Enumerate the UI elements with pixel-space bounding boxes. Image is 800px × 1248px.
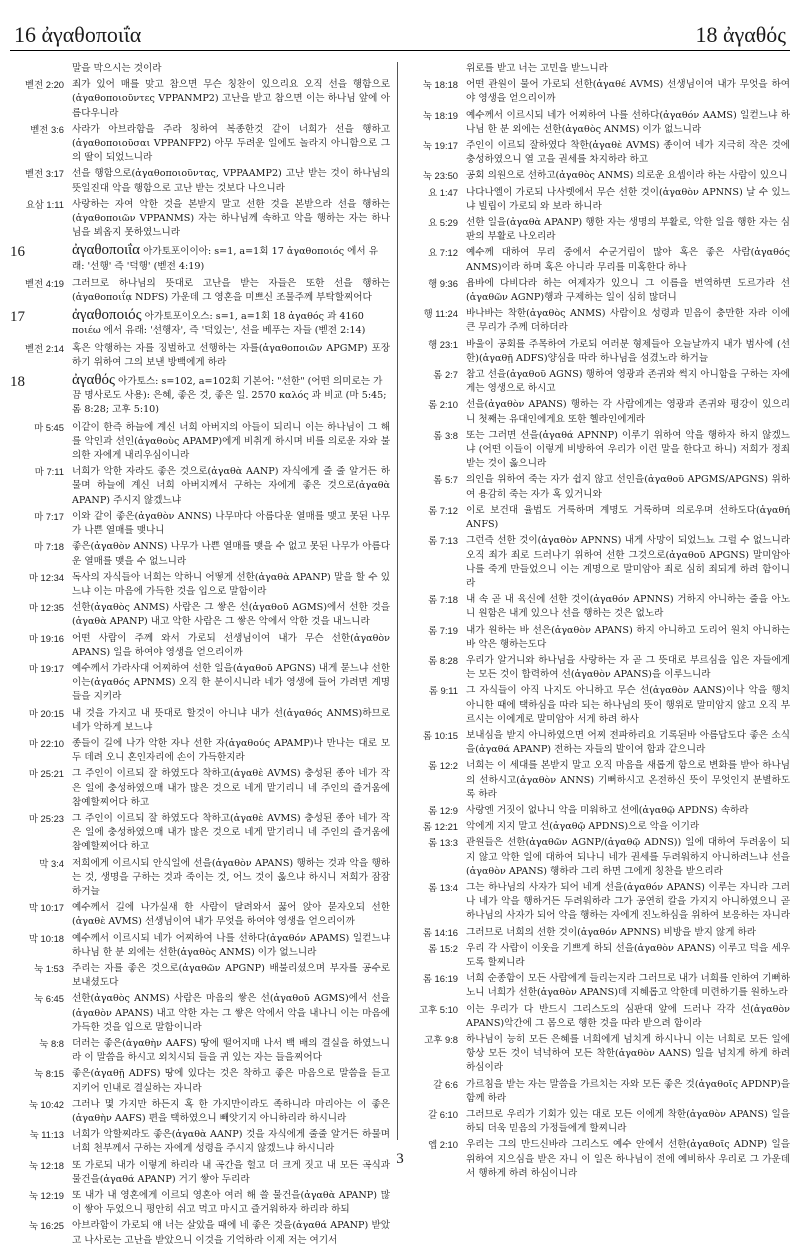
verse-reference: 마 25:21	[28, 768, 64, 780]
verse-entry	[404, 429, 790, 472]
verse-reference: 벧전 2:20	[25, 79, 64, 91]
verse-text: 참고 선을(ἀγαθοῦ AGNS) 행하여 영광과 존귀와 썩지 아니함을 구하는 자에게는 영생으로 하시고	[466, 369, 790, 395]
verse-text: 또 가로되 내가 이렇게 하리라 내 곡간을 헐고 더 크게 짓고 내 모든 곡식과 물건을(ἀγαθά APANP) 거기 쌓아 두리라	[72, 1159, 390, 1185]
verse-entry	[10, 1098, 390, 1126]
verse-reference: 갈 6:10	[428, 1109, 458, 1121]
verse-reference: 눅 18:18	[422, 79, 458, 91]
verse-text: 너희가 악할찌라도 좋은(ἀγαθὰ AANP) 것을 자식에게 줄줄 알거든 하물며 너희 천부께서 구하는 자에게 성령을 주시지 않겠느냐 하시니라	[72, 1129, 390, 1155]
verse-entry	[10, 510, 390, 538]
verse-text: 예수께 대하여 무리 중에서 수군거림이 많아 혹은 좋은 사람(ἀγαθός ANMS)이라 하며 혹은 아니라 무리를 미혹한다 하나	[466, 247, 790, 273]
verse-reference: 롬 10:15	[422, 729, 458, 741]
verse-reference: 마 19:16	[28, 632, 64, 644]
left-column	[10, 62, 390, 1246]
verse-entry	[10, 767, 390, 810]
verse-text: 우리 각 사람이 이웃을 기쁘게 하되 선을(ἀγαθὸν APANS) 이루고 덕을 세우도록 할찌니라	[466, 942, 790, 968]
verse-text: 가르침을 받는 자는 말씀을 가르치는 자와 모든 좋은 것(ἀγαθοῖς APDNP)을 함께 하라	[466, 1078, 790, 1104]
verse-reference: 벧전 3:17	[25, 168, 64, 180]
verse-reference: 마 5:45	[34, 421, 64, 433]
verse-entry	[10, 812, 390, 855]
verse-reference: 벧전 4:19	[25, 277, 64, 289]
verse-text: 혹은 악행하는 자를 징벌하고 선행하는 자를(ἀγαθοποιῶν APGMP) 포장하기 위하여 그의 보낸 방백에게 하라	[72, 342, 390, 368]
verse-reference: 눅 1:53	[34, 962, 64, 974]
verse-reference: 롬 16:19	[422, 973, 458, 985]
verse-reference	[10, 62, 72, 76]
verse-reference: 막 10:18	[28, 932, 64, 944]
verse-reference: 롬 7:18	[428, 594, 458, 606]
verse-reference: 요삼 1:11	[25, 198, 64, 210]
verse-text: 너희는 이 세대를 본받지 말고 오직 마음을 새롭게 함으로 변화를 받아 하나님의 선하시고(ἀγαθὸν ANNS) 기뻐하시고 온전하신 뜻이 무엇인지 분별하도록 하라	[466, 760, 790, 800]
verse-reference: 눅 19:17	[422, 140, 458, 152]
verse-entry	[404, 504, 790, 532]
verse-entry	[404, 473, 790, 501]
verse-text: 내 속 곧 내 육신에 선한 것이(ἀγαθόν APNNS) 거하지 아니하는 줄을 아노니 원함은 내게 있으나 선을 행하는 것은 없노라	[466, 594, 790, 620]
lemma-entry	[10, 243, 390, 273]
verse-entry	[10, 601, 390, 629]
verse-text: 선한 일을(ἀγαθὰ APANP) 행한 자는 생명의 부활로, 악한 일을 행한 자는 심판의 부활로 나오리라	[466, 217, 790, 243]
verse-reference: 행 23:1	[428, 338, 458, 350]
verse-entry	[404, 277, 790, 305]
verse-text: 우리는 그의 만드신바라 그리스도 예수 안에서 선한(ἀγαθοῖς ADNP) 일을 위하여 지으심을 받은 자니 이 일은 하나님이 전에 예비하사 우리로 그 가운데서 행하게 하려 하심이니라	[466, 1139, 790, 1179]
verse-text: 사랑엔 거짓이 없나니 악을 미워하고 선에(ἀγαθῷ APDNS) 속하라	[466, 804, 749, 816]
verse-text: 또는 그러면 선을(ἀγαθά APNNP) 이루기 위하여 악을 행하자 하지 않겠느냐 (어떤 이들이 이렇게 비방하여 우리가 이런 말을 한다고 하니) 저희가 정죄 받는 것이 옳으니라	[466, 429, 790, 470]
verse-text: 그러므로 너희의 선한 것이(ἀγαθόν APNNS) 비방을 받지 않게 하라	[466, 926, 757, 938]
verse-entry	[404, 972, 790, 1000]
verse-reference: 롬 2:7	[433, 369, 458, 381]
verse-reference: 눅 6:45	[34, 993, 64, 1005]
verse-entry	[10, 123, 390, 166]
verse-reference: 눅 23:50	[422, 170, 458, 182]
verse-text: 바울이 공회를 주목하여 가로되 여러분 형제들아 오늘날까지 내가 범사에 (선한)(ἀγαθῇ ADFS)양심을 따라 하나님을 섬겼노라 하거늘	[466, 338, 790, 364]
verse-entry	[404, 593, 790, 621]
verse-text: 더러는 좋은(ἀγαθὴν AAFS) 땅에 떨어지매 나서 백 배의 결실을 하였느니라 이 말씀을 하시고 외치시되 들을 귀 있는 자는 들을찌어다	[72, 1038, 390, 1064]
lemma-number: 18	[10, 374, 25, 391]
verse-reference: 막 3:4	[39, 857, 64, 869]
verse-reference: 마 7:11	[34, 466, 64, 478]
verse-text: 독사의 자식들아 너희는 악하니 어떻게 선한(ἀγαθὰ APANP) 말을 할 수 있느냐 이는 마음에 가득한 것을 입으로 말함이라	[72, 571, 390, 597]
verse-text: 그러므로 우리가 기회가 있는 대로 모든 이에게 착한(ἀγαθὸν APANS) 일을 하되 더욱 믿음의 가정들에게 할찌니라	[466, 1109, 790, 1135]
verse-reference: 롬 15:2	[428, 942, 458, 954]
verse-entry	[404, 246, 790, 274]
verse-entry	[404, 881, 790, 924]
verse-text: 하나님이 능히 모든 은혜를 너희에게 넘치게 하시나니 이는 너희로 모든 일에 항상 모든 것이 넉넉하여 모든 착한(ἀγαθὸν AANS) 일을 넘치게 하게 하려 하심이라	[466, 1034, 790, 1074]
verse-text: 좋은(ἀγαθῇ ADFS) 땅에 있다는 것은 착하고 좋은 마음으로 말씀을 듣고 지키어 인내로 결실하는 자니라	[72, 1068, 390, 1094]
verse-reference: 마 12:35	[28, 602, 64, 614]
verse-text: 이는 우리가 다 반드시 그리스도의 심판대 앞에 드러나 각각 선(ἀγαθὸν APANS)악간에 그 몸으로 행한 것을 따라 받으려 함이라	[466, 1003, 790, 1029]
verse-entry	[10, 62, 390, 76]
verse-text: 그러나 몇 가지만 하든지 혹 한 가지만이라도 족하니라 마리아는 이 좋은(ἀγαθὴν AAFS) 편을 택하였으니 빼앗기지 아니하리라 하시니라	[72, 1098, 390, 1125]
verse-reference: 요 7:12	[428, 247, 458, 259]
verse-reference: 롬 7:13	[428, 535, 458, 547]
verse-entry	[404, 729, 790, 757]
verse-reference: 요 5:29	[428, 217, 458, 229]
verse-text: 그런즉 선한 것이(ἀγαθὸν APNNS) 내게 사망이 되었느뇨 그럴 수 없느니라 오직 죄가 죄로 드러나기 위하여 선한 그것으로(ἀγαθοῦ APGNS) 말미암아 나를 죽게 만들었으니 이는 계명으로 말미암아 죄로 심히 죄되게 하려 함이니라	[466, 535, 790, 589]
verse-reference: 엡 2:10	[428, 1139, 458, 1151]
columns	[10, 62, 791, 1246]
verse-entry	[404, 804, 790, 818]
lemma-body	[72, 308, 390, 338]
verse-entry	[404, 684, 790, 727]
verse-entry	[404, 398, 790, 426]
verse-reference: 롬 12:21	[422, 821, 458, 833]
verse-entry	[404, 307, 790, 335]
verse-text: 선한(ἀγαθὸς ANMS) 사람은 마음의 쌓은 선(ἀγαθοῦ AGMS)에서 선을(ἀγαθὸν APANS) 내고 악한 자는 그 쌓은 악에서 악을 내나니 이는 마음에 가득한 것을 입으로 말함이니라	[72, 993, 390, 1033]
verse-text: 바나바는 착한(ἀγαθὸς ANMS) 사람이요 성령과 믿음이 충만한 자라 이에 큰 무리가 주께 더하더라	[466, 308, 790, 334]
verse-text: 예수께서 길에 나가실새 한 사람이 달려와서 꿇어 앉아 묻자오되 선한(ἀγαθὲ AVMS) 선생님이여 내가 무엇을 하여야 영생을 얻으리이까	[72, 902, 390, 928]
verse-text: 주인이 이르되 잘하였다 착한(ἀγαθὲ AVMS) 종이여 네가 지극히 작은 것에 충성하였으니 열 고을 권세를 차지하라 하고	[466, 140, 790, 166]
verse-entry	[404, 62, 790, 76]
verse-entry	[10, 198, 390, 241]
verse-reference: 눅 8:8	[39, 1038, 64, 1049]
verse-reference: 롬 2:10	[428, 399, 458, 411]
verse-text: 나다나엘이 가로되 나사렛에서 무슨 선한 것이(ἀγαθὸν APNNS) 날 수 있느냐 빌립이 가로되 와 보라 하니라	[466, 186, 790, 212]
lemma-body	[72, 373, 390, 418]
verse-text: 우리가 알거니와 하나님을 사랑하는 자 곧 그 뜻대로 부르심을 입은 자들에게는 모든 것이 합력하여 선(ἀγαθὸν APANS)을 이루느니라	[466, 654, 790, 681]
verse-reference: 벧전 2:14	[25, 342, 64, 354]
verse-text: 예수께서 이르시되 네가 어찌하여 나를 선하다(ἀγαθόν APAMS) 일컫느냐 하나님 한 분 외에는 선한(ἀγαθὸς ANMS) 이가 없느니라	[72, 932, 390, 958]
verse-text: 너희가 악한 자라도 좋은 것으로(ἀγαθὰ AANP) 자식에게 줄 줄 알거든 하물며 하늘에 계신 너희 아버지께서 구하는 자에게 좋은 것으로(ἀγαθὰ APANP) 주시지 않겠느냐	[72, 466, 390, 506]
verse-entry	[404, 820, 790, 834]
verse-reference: 롬 13:4	[428, 881, 458, 893]
lemma-word: ἀγαθοποιΐα	[72, 242, 141, 259]
verse-reference: 롬 9:11	[428, 685, 458, 697]
verse-entry	[10, 932, 390, 960]
verse-text: 예수께서 가라사대 어찌하여 선한 일을(ἀγαθοῦ APGNS) 내게 묻느냐 선한 이는(ἀγαθός APNMS) 오직 한 분이시니라 네가 영생에 들어 가려면 계명들을 지키라	[72, 662, 390, 703]
verse-text: 그 주인이 이르되 잘 하였도다 착하고(ἀγαθὲ AVMS) 충성된 종아 네가 작은 일에 충성하였으매 내가 많은 것으로 네게 맡기리니 네 주인의 즐거움에 참예할찌어다 하고	[72, 812, 390, 853]
verse-entry	[404, 216, 790, 244]
lemma-definition: 아가토포이이아: s=1, a=1회 17 ἀγαθοποιός 에서 유래: '선행' 즉 '덕행' (벧전 4:19)	[72, 246, 379, 272]
verse-entry	[10, 571, 390, 599]
verse-text: 사랑하는 자여 악한 것을 본받지 말고 선한 것을 본받으라 선을 행하는(ἀγαθοποιῶν VPPANMS) 자는 하나님께 속하고 악을 행하는 자는 하나님을 뵈옵지 못하였느니라	[72, 198, 390, 239]
verse-text: 예수께서 이르시되 네가 어찌하여 나를 선하다(ἀγαθόν AAMS) 일컫느냐 하나님 한 분 외에는 선한(ἀγαθὸς ANMS) 이가 없느니라	[466, 109, 790, 135]
verse-reference: 롬 7:12	[428, 504, 458, 516]
verse-text: 공회 의원으로 선하고(ἀγαθὸς ANMS) 의로운 요셉이라 하는 사람이 있으니	[466, 170, 788, 182]
lemma-number: 16	[10, 244, 25, 261]
header-right-lemma: 18 ἀγαθός	[695, 22, 786, 47]
verse-entry	[404, 942, 790, 970]
verse-text: 어떤 관원이 물어 가로되 선한(ἀγαθέ AVMS) 선생님이여 내가 무엇을 하여야 영생을 얻으리이까	[466, 79, 790, 105]
verse-text: 어떤 사람이 주께 와서 가로되 선생님이여 내가 무슨 선한(ἀγαθὸν APANS) 일을 하여야 영생을 얻으리이까	[72, 632, 390, 658]
verse-text: 좋은(ἀγαθὸν ANNS) 나무가 나쁜 열매를 맺을 수 없고 못된 나무가 아름다운 열매를 맺을 수 없느니라	[72, 541, 390, 567]
verse-reference: 눅 11:13	[29, 1129, 64, 1141]
verse-reference: 행 9:36	[428, 277, 458, 289]
verse-entry	[10, 342, 390, 370]
verse-reference: 롬 13:3	[428, 837, 458, 849]
verse-text: 아브라함이 가로되 얘 너는 살았을 때에 네 좋은 것을(ἀγαθά APANP) 받았고 나사로는 고난을 받았으니 이것을 기억하라 이제 저는 여기서	[72, 1220, 390, 1246]
verse-reference: 눅 12:18	[28, 1159, 64, 1171]
lemma-entry	[10, 308, 390, 338]
verse-entry	[10, 540, 390, 568]
verse-text: 사라가 아브라함을 주라 칭하여 복종한것 같이 너희가 선을 행하고(ἀγαθοποιοῦσαι VPPANFP2) 아무 두려운 일에도 놀라지 아니함으로 그의 딸이 되었느니라	[72, 123, 390, 164]
verse-entry	[10, 421, 390, 464]
verse-reference: 마 19:17	[28, 662, 64, 674]
page-header	[10, 16, 790, 51]
verse-entry	[10, 707, 390, 735]
verse-reference: 요 1:47	[428, 186, 458, 198]
verse-reference: 고후 5:10	[419, 1003, 458, 1015]
lemma-number: 17	[10, 309, 25, 326]
verse-entry	[404, 1108, 790, 1136]
verse-entry	[404, 78, 790, 106]
verse-entry	[10, 992, 390, 1035]
verse-entry	[404, 368, 790, 396]
verse-reference: 롬 12:9	[428, 804, 458, 816]
verse-entry	[404, 1078, 790, 1106]
verse-text: 그는 하나님의 사자가 되어 네게 선을(ἀγαθόν APANS) 이루는 자니라 그러나 네가 악을 행하거든 두려워하라 그가 공연히 칼을 가지지 아니하였으니 곧 하나님의 사자가 되어 악을 행하는 자에게 진노하심을 위하여 보응하는 자니라	[466, 881, 791, 922]
verse-text: 선을 행함으로(ἀγαθοποιοῦντας, VPPAAMP2) 고난 받는 것이 하나님의 뜻일진대 악을 행함으로 고난 받는 것보다 나으니라	[72, 168, 390, 194]
verse-text: 주리는 자를 좋은 것으로(ἀγαθῶν APGNP) 배불리셨으며 부자를 공수로 보내셨도다	[72, 962, 390, 989]
verse-reference: 고후 9:8	[424, 1034, 458, 1045]
verse-reference: 롬 3:8	[433, 429, 458, 441]
verse-text: 위로를 받고 너는 고민을 받느니라	[466, 63, 608, 74]
verse-text: 그 자식들이 아직 나지도 아니하고 무슨 선(ἀγαθὸν AANS)이나 악을 행치 아니한 때에 택하심을 따라 되는 하나님의 뜻이 행위로 말미암지 않고 오직 부르시는 이에게로 말미암아 서게 하려 하사	[466, 685, 790, 725]
verse-entry	[404, 1033, 790, 1076]
verse-text: 그 주인이 이르되 잘 하였도다 착하고(ἀγαθὲ AVMS) 충성된 종아 네가 작은 일에 충성하였으매 내가 많은 것으로 네게 맡기리니 네 주인의 즐거움에 참예할찌어다 하고	[72, 768, 390, 808]
verse-reference: 눅 12:19	[28, 1190, 64, 1202]
lemma-definition: 아가토스: s=102, a=102회 기본어: "선한" (어떤 의미로는 가끔 명사로도 사용): 은혜, 좋은 것, 좋은 일. 2570 καλός 과 비교 (마 5:45; 롬 8:28; 고후 5:10)	[72, 376, 387, 416]
verse-entry	[10, 632, 390, 660]
verse-reference: 눅 10:42	[28, 1098, 64, 1110]
verse-text: 말을 막으시는 것이라	[72, 63, 162, 74]
verse-entry	[404, 759, 790, 802]
verse-reference: 눅 18:19	[422, 109, 458, 121]
verse-entry	[10, 1219, 390, 1247]
verse-entry	[10, 1189, 390, 1217]
verse-reference: 벧전 3:6	[30, 123, 64, 135]
verse-reference: 롬 8:28	[428, 654, 458, 666]
verse-text: 이같이 한즉 하늘에 계신 너희 아버지의 아들이 되리니 이는 하나님이 그 해를 악인과 선인(ἀγαθοὺς APAMP)에게 비취게 하시며 비를 의로운 자와 불의한 자에게 내리우심이니라	[72, 421, 390, 462]
verse-reference: 마 20:15	[28, 707, 64, 719]
lemma-entry	[10, 373, 390, 418]
verse-text: 종들이 길에 나가 악한 자나 선한 자(ἀγαθούς APAMP)나 만나는 대로 모두 데려 오니 혼인자리에 손이 가득한지라	[72, 737, 390, 764]
verse-entry	[10, 737, 390, 765]
verse-text: 욥바에 다비다라 하는 여제자가 있으니 그 이름을 번역하면 도르가라 선(ἀγαθῶν AGNP)행과 구제하는 일이 심히 많더니	[466, 277, 790, 304]
verse-entry	[10, 1067, 390, 1095]
verse-reference: 갈 6:6	[433, 1078, 458, 1090]
page-number: 3	[396, 1151, 404, 1167]
verse-text: 내 것을 가지고 내 뜻대로 할것이 아니냐 내가 선(ἀγαθός ANMS)하므로 네가 악하게 보느냐	[72, 707, 390, 733]
verse-reference: 막 10:17	[28, 902, 64, 914]
verse-entry	[404, 186, 790, 214]
verse-entry	[10, 662, 390, 705]
verse-entry	[10, 857, 390, 900]
verse-reference: 마 7:18	[34, 541, 64, 553]
right-column	[404, 62, 791, 1179]
verse-entry	[404, 1003, 790, 1031]
verse-reference: 마 12:34	[28, 571, 64, 583]
verse-entry	[404, 139, 790, 167]
verse-entry	[10, 167, 390, 195]
verse-reference: 마 7:17	[34, 510, 64, 522]
verse-entry	[10, 78, 390, 121]
verse-entry	[10, 465, 390, 508]
verse-text: 보내심을 받지 아니하였으면 어찌 전파하리요 기록된바 아름답도다 좋은 소식을(ἀγαθά APANP) 전하는 자들의 발이여 함과 같으니라	[466, 729, 790, 756]
verse-entry	[10, 1037, 390, 1065]
verse-text: 선을(ἀγαθὸν APANS) 행하는 각 사람에게는 영광과 존귀와 평강이 있으리니 첫째는 유대인에게요 또한 헬라인에게라	[466, 399, 790, 425]
verse-reference: 롬 5:7	[433, 474, 458, 486]
verse-entry	[404, 109, 790, 137]
verse-text: 너희 순종함이 모든 사람에게 들리는지라 그러므로 내가 너희를 인하여 기뻐하노니 너희가 선한(ἀγαθὸν APANS)데 지혜롭고 악한데 미련하기를 원하노라	[466, 973, 791, 999]
verse-entry	[404, 624, 790, 652]
verse-entry	[404, 836, 790, 879]
verse-entry	[404, 654, 790, 682]
verse-text: 죄가 있어 매를 맞고 참으면 무슨 칭찬이 있으리요 오직 선을 행함으로(ἀγαθοποιοῦντες VPPANMP2) 고난을 받고 참으면 이는 하나님 앞에 아름다우니라	[72, 79, 390, 119]
verse-text: 선한(ἀγαθὸς ANMS) 사람은 그 쌓은 선(ἀγαθοῦ AGMS)에서 선한 것을(ἀγαθὰ APANP) 내고 악한 사람은 그 쌓은 악에서 악한 것을 내느니라	[72, 602, 390, 628]
header-left-lemma: 16 ἀγαθοποιΐα	[14, 22, 142, 47]
verse-entry	[10, 277, 390, 305]
verse-reference: 행 11:24	[423, 308, 458, 320]
verse-text: 또 내가 내 영혼에게 이르되 영혼아 여러 해 쓸 물건을(ἀγαθὰ APANP) 많이 쌓아 두었으니 평안히 쉬고 먹고 마시고 즐거워하자 하리라 하되	[72, 1190, 390, 1216]
verse-reference: 눅 8:15	[34, 1068, 64, 1080]
lemma-word: ἀγαθοποιός	[72, 307, 142, 324]
verse-text: 악에게 지지 말고 선(ἀγαθῷ APDNS)으로 악을 이기라	[466, 821, 700, 833]
verse-text: 이와 같이 좋은(ἀγαθὸν ANNS) 나무마다 아름다운 열매를 맺고 못된 나무가 나쁜 열매를 맺나니	[72, 510, 390, 537]
verse-text: 내가 원하는 바 선은(ἀγαθὸν APANS) 하지 아니하고 도리어 원치 아니하는 바 악은 행하는도다	[466, 624, 790, 650]
verse-reference: 마 25:23	[28, 812, 64, 824]
verse-reference: 눅 16:25	[28, 1220, 64, 1232]
verse-entry	[404, 534, 790, 591]
verse-entry	[10, 901, 390, 929]
verse-text: 이로 보건대 율법도 거룩하며 계명도 거룩하며 의로우며 선하도다(ἀγαθή ANFS)	[466, 504, 790, 531]
verse-text: 저희에게 이르시되 안식일에 선을(ἀγαθὸν APANS) 행하는 것과 악을 행하는 것, 생명을 구하는 것과 죽이는 것, 어느 것이 옳으냐 하시니 저희가 잠잠하거늘	[72, 857, 390, 897]
verse-entry	[404, 926, 790, 940]
verse-entry	[10, 962, 390, 990]
verse-reference: 롬 7:19	[428, 624, 458, 636]
verse-text: 그러므로 하나님의 뜻대로 고난을 받는 자들은 또한 선을 행하는(ἀγαθοποιΐᾳ NDFS) 가운데 그 영혼을 미쁘신 조물주께 부탁할찌어다	[72, 277, 390, 304]
verse-reference: 롬 12:2	[428, 760, 458, 772]
verse-text: 관원들은 선한(ἀγαθῶν AGNP/(ἀγαθῷ ADNS)) 일에 대하여 두려움이 되지 않고 악한 일에 대하여 되나니 네가 권세를 두려워하지 아니하려느냐 선을(ἀγαθὸν APANS) 행하라 그리 하면 그에게 칭찬을 받으리라	[466, 837, 790, 877]
lemma-word: ἀγαθός	[72, 372, 115, 389]
lemma-body	[72, 243, 390, 273]
verse-reference: 마 22:10	[28, 737, 64, 749]
verse-text: 의인을 위하여 죽는 자가 쉽지 않고 선인을(ἀγαθοῦ APGMS/APGNS) 위하여 용감히 죽는 자가 혹 있거니와	[466, 474, 790, 500]
verse-reference: 롬 14:16	[422, 926, 458, 938]
verse-entry	[404, 169, 790, 183]
lemma-definition: 아가토포이오스: s=1, a=1회 18 ἀγαθός 과 4160 ποιέω 에서 유래: '선행자', 즉 '덕있는', 선을 베푸는 자들 (벧전 2:14)	[72, 311, 366, 337]
verse-reference	[404, 62, 466, 76]
verse-entry	[404, 338, 790, 366]
